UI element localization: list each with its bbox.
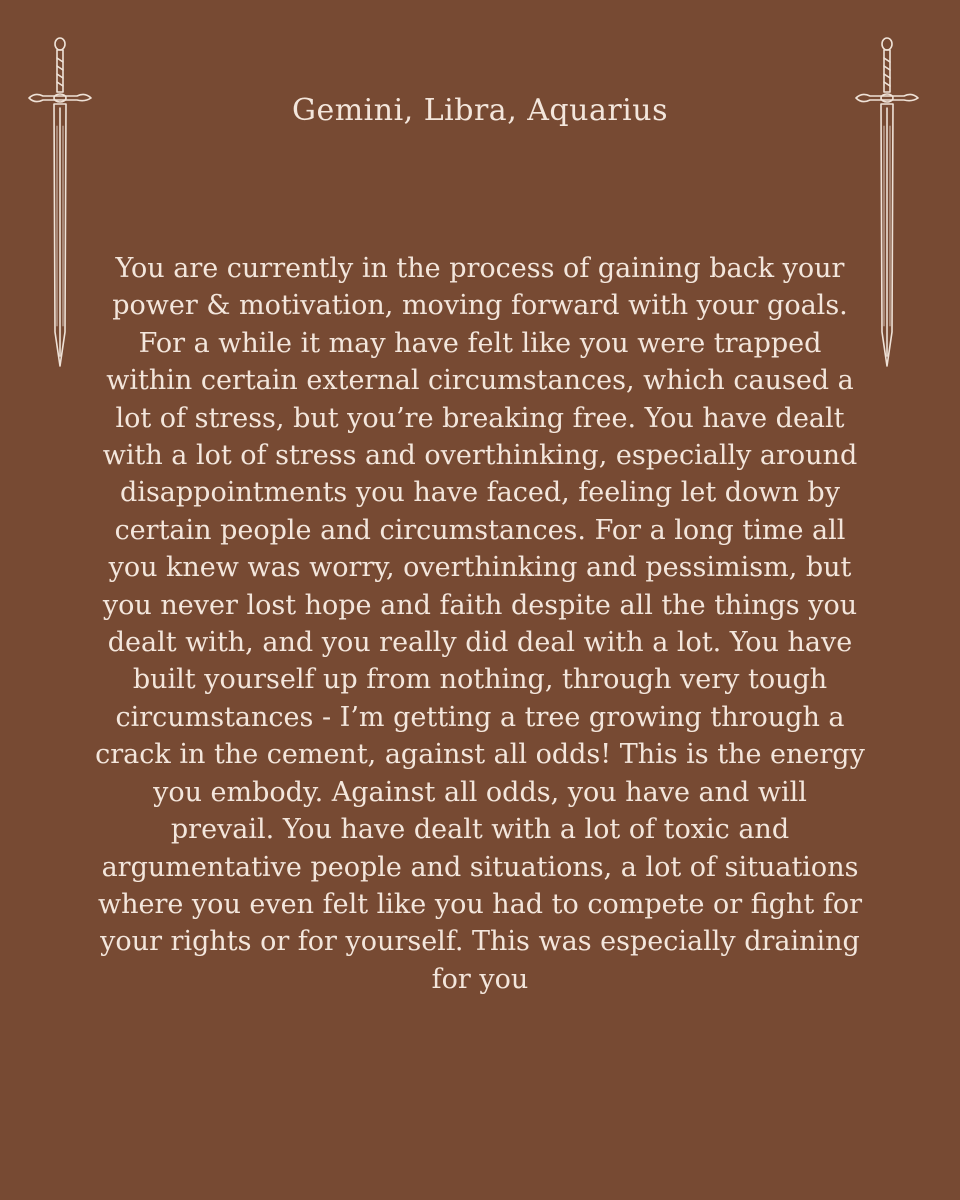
body-line: your rights or for yourself. This was especially draining: [100, 926, 860, 958]
body-line: certain people and circumstances. For a long time all: [114, 514, 846, 546]
body-line: circumstances - I’m getting a tree growing through a: [115, 701, 845, 733]
body-line: For a while it may have felt like you were trapped: [138, 327, 822, 359]
body-line: with a lot of stress and overthinking, especially around: [102, 440, 858, 472]
body-line: for you: [431, 963, 529, 995]
body-line: you never lost hope and faith despite all the things you: [102, 589, 858, 621]
body-line: built yourself up from nothing, through very tough: [132, 664, 828, 696]
body-line: argumentative people and situations, a lot of situations: [101, 851, 859, 883]
body-line: dealt with, and you really did deal with a lot. You have: [107, 627, 853, 659]
body-line: lot of stress, but you’re breaking free. You have dealt: [115, 402, 845, 434]
body-line: disappointments you have faced, feeling let down by: [120, 477, 840, 509]
body-line: where you even felt like you had to compete or fight for: [97, 888, 863, 920]
body-line: power & motivation, moving forward with your goals.: [112, 290, 848, 322]
body-line: you embody. Against all odds, you have and will: [153, 776, 807, 808]
page-title: Gemini, Libra, Aquarius: [292, 93, 668, 128]
body-line: crack in the cement, against all odds! This is the energy: [95, 739, 865, 771]
body-line: You are currently in the process of gaining back your: [115, 253, 845, 284]
body-line: you knew was worry, overthinking and pessimism, but: [108, 552, 852, 584]
body-line: within certain external circumstances, which caused a: [106, 365, 854, 397]
body-line: prevail. You have dealt with a lot of toxic and: [170, 814, 790, 846]
body-paragraph: [70, 250, 890, 998]
